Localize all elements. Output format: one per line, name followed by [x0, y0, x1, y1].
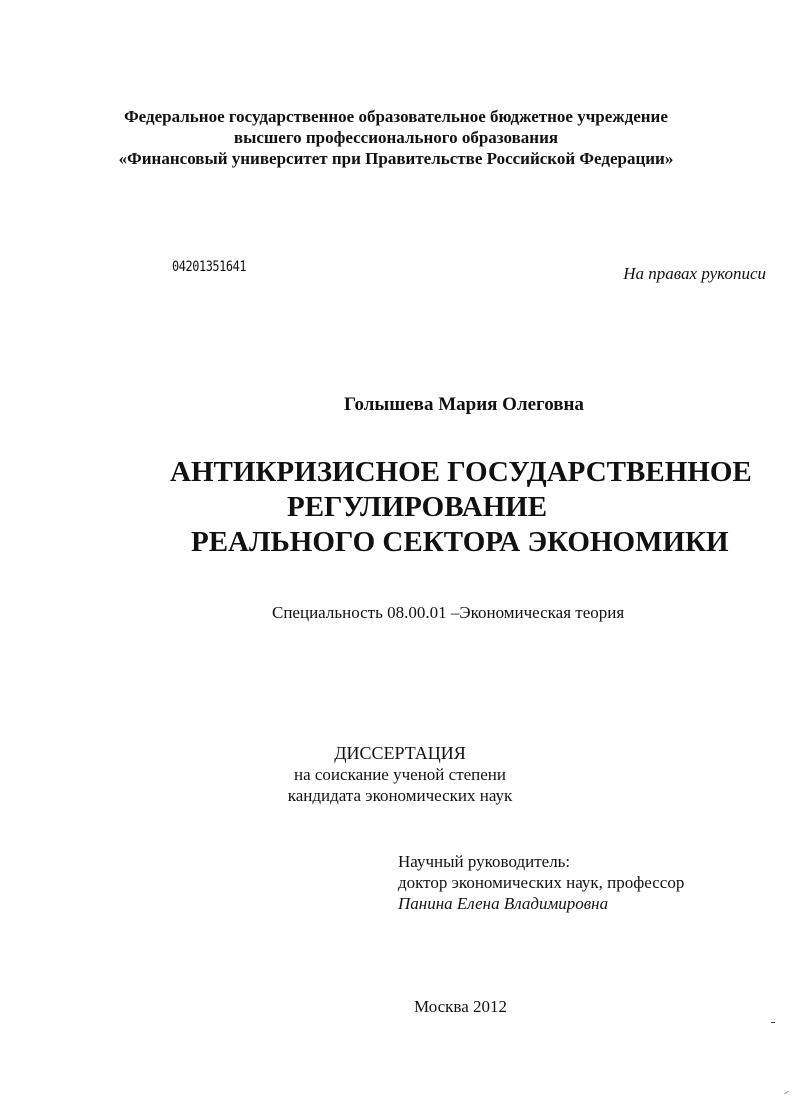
city-year: Москва 2012 [414, 997, 508, 1016]
institution-header [0, 106, 792, 169]
scan-mark [771, 1022, 775, 1023]
supervisor-block [398, 851, 684, 914]
supervisor-degree: доктор экономических наук, профессор [398, 873, 685, 892]
scan-mark-corner [784, 1091, 789, 1095]
institution-line-1: Федеральное государственное образовательное бюджетное учреждение [124, 107, 668, 126]
specialty: Специальность 08.00.01 –Экономическая теория [272, 603, 625, 622]
document-code: 04201351641 [172, 259, 247, 275]
dissertation-heading: ДИССЕРТАЦИЯ [334, 743, 466, 763]
title-line-3: РЕАЛЬНОГО СЕКТОРА ЭКОНОМИКИ [191, 526, 729, 558]
dissertation-line-2: на соискание ученой степени [293, 765, 507, 784]
institution-line-2: высшего профессионального образования [233, 128, 559, 147]
dissertation-type [0, 743, 792, 806]
title-line-1: АНТИКРИЗИСНОЕ ГОСУДАРСТВЕННОЕ [170, 456, 752, 488]
dissertation-line-3: кандидата экономических наук [287, 786, 513, 805]
supervisor-label: Научный руководитель: [398, 852, 571, 871]
author-name: Голышева Мария Олеговна [344, 394, 584, 415]
dissertation-title [170, 455, 752, 560]
title-line-2: РЕГУЛИРОВАНИЕ [287, 491, 548, 523]
institution-line-3: «Финансовый университет при Правительстве Российской Федерации» [118, 149, 674, 168]
rights-note: На правах рукописи [623, 264, 766, 283]
supervisor-name: Панина Елена Владимировна [398, 894, 609, 913]
